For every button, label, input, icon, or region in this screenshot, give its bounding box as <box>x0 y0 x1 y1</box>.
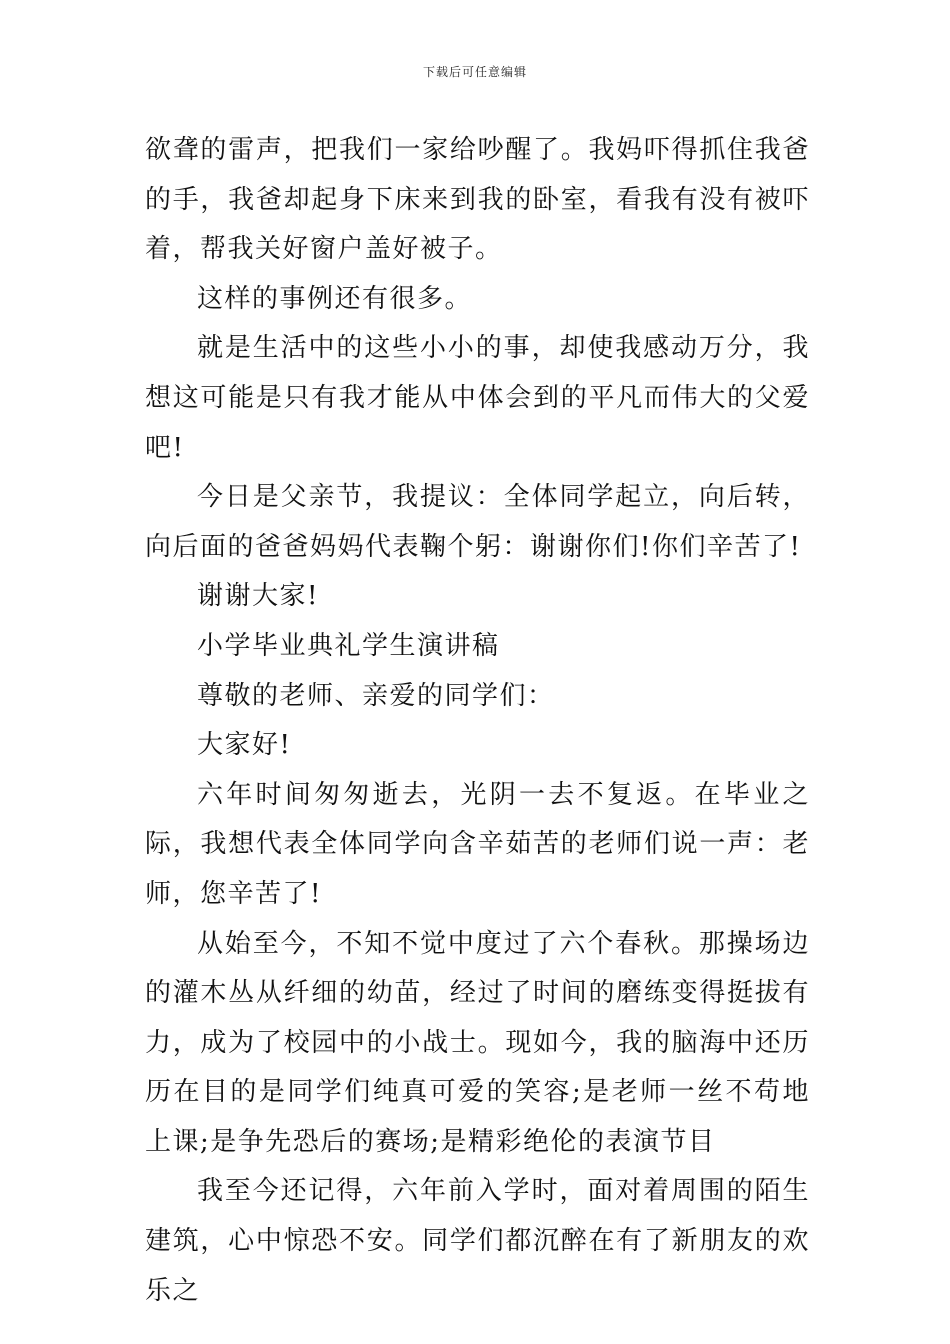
paragraph: 从始至今，不知不觉中度过了六个春秋。那操场边的灌木丛从纤细的幼苗，经过了时间的磨练变得挺拔有力，成为了校园中的小战士。现如今，我的脑海中还历历在目的是同学们纯真可爱的笑容;是老师一丝不苟地上课;是争先恐后的赛场;是精彩绝伦的表演节目 <box>145 928 810 1157</box>
paragraph: 今日是父亲节，我提议：全体同学起立，向后转，向后面的爸爸妈妈代表鞠个躬：谢谢你们!你们辛苦了! <box>145 482 810 562</box>
paragraph: 这样的事例还有很多。 <box>197 283 473 314</box>
paragraph: 就是生活中的这些小小的事，却使我感动万分，我想这可能是只有我才能从中体会到的平凡而伟大的父爱吧! <box>145 333 810 463</box>
paragraph: 我至今还记得，六年前入学时，面对着周围的陌生建筑，心中惊恐不安。同学们都沉醉在有了新朋友的欢乐之 <box>145 1176 810 1306</box>
speech-title: 小学毕业典礼学生演讲稿 <box>197 630 500 661</box>
paragraph: 欲聋的雷声，把我们一家给吵醒了。我妈吓得抓住我爸的手，我爸却起身下床来到我的卧室，看我有没有被吓着，帮我关好窗户盖好被子。 <box>145 135 810 265</box>
salutation: 尊敬的老师、亲爱的同学们： <box>197 680 555 711</box>
paragraph: 谢谢大家! <box>197 581 319 612</box>
paragraph: 六年时间匆匆逝去，光阴一去不复返。在毕业之际，我想代表全体同学向含辛茹苦的老师们说一声：老师，您辛苦了! <box>145 779 810 909</box>
greeting: 大家好! <box>197 730 292 761</box>
page-header: 下载后可任意编辑 <box>422 65 527 79</box>
document-body <box>145 126 810 1316</box>
